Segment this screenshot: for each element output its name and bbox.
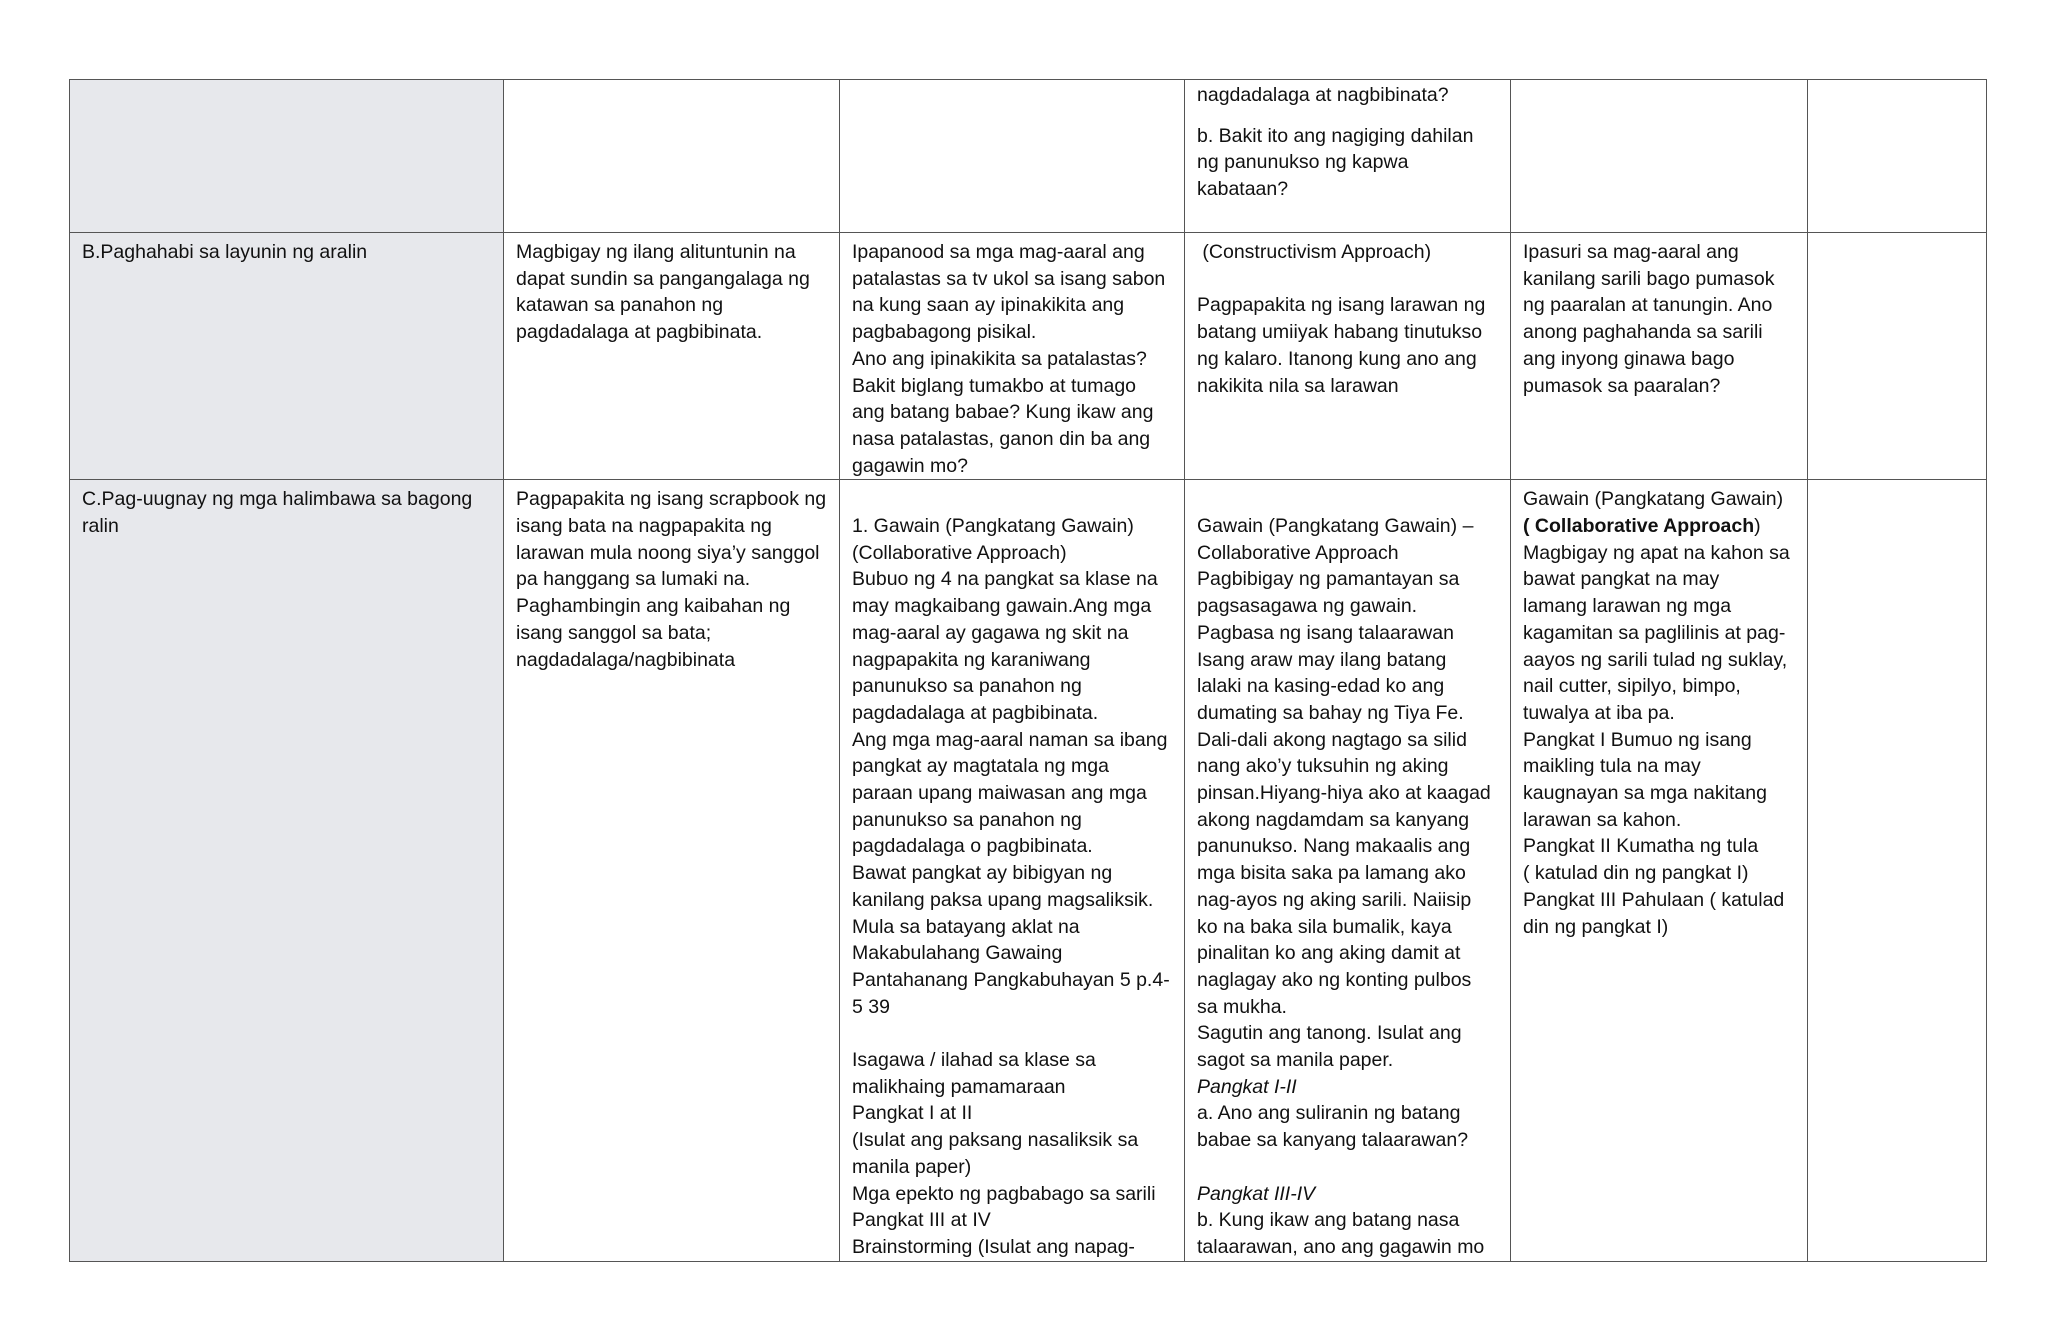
- text-line: pinsan.Hiyang-hiya ako at kaagad: [1197, 782, 1491, 805]
- table-cell: [1808, 480, 1987, 1261]
- text-line: nagdadalaga/nagbibinata: [516, 648, 736, 671]
- text-line: ng paaralan at tanungin. Ano: [1523, 294, 1773, 317]
- text-line: Sagutin ang tanong. Isulat ang: [1197, 1022, 1462, 1045]
- text-line: pangkat ay magtatala ng mga: [852, 755, 1109, 778]
- text-line: Pangkat III Pahulaan ( katulad: [1523, 888, 1785, 911]
- text-line: [1523, 513, 1795, 540]
- table-cell: [1185, 480, 1511, 1261]
- approach-close: ): [1754, 515, 1761, 538]
- text-line: nakikita nila sa larawan: [1197, 374, 1399, 397]
- text-line: paraan upang maiwasan ang mga: [852, 782, 1147, 805]
- text-line: pumasok sa paaralan?: [1523, 374, 1721, 397]
- text-line: Mula sa batayang aklat na: [852, 915, 1080, 938]
- table-row: [70, 80, 1987, 233]
- text-line: nagpapakita ng karaniwang: [852, 648, 1091, 671]
- text-line: nail cutter, sipilyo, bimpo,: [1523, 675, 1741, 698]
- text-line: ko na baka sila bumalik, kaya: [1197, 915, 1452, 938]
- approach-label: ( Collaborative Approach: [1523, 515, 1755, 538]
- text-line: Gawain (Pangkatang Gawain): [1523, 488, 1784, 511]
- text-line: aayos ng sarili tulad ng suklay,: [1523, 648, 1788, 671]
- text-line: nasa patalastas, ganon din ba ang: [852, 427, 1151, 450]
- text-line: mag-aaral ay gagawa ng skit na: [852, 621, 1129, 644]
- text-line: Pangkat II Kumatha ng tula: [1523, 835, 1759, 858]
- table-cell: [504, 480, 840, 1261]
- row-label: ralin: [82, 515, 119, 538]
- text-line: talaarawan, ano ang gagawin mo: [1197, 1235, 1485, 1258]
- text-line: katawan sa panahon ng: [516, 294, 724, 317]
- blank-line: [852, 486, 1172, 513]
- text-line: Collaborative Approach: [1197, 541, 1399, 564]
- text-line: kagamitan sa paglilinis at pag-: [1523, 621, 1786, 644]
- text-line: Ano ang ipinakikita sa patalastas?: [852, 347, 1147, 370]
- text-line: din ng pangkat I): [1523, 915, 1669, 938]
- text-line: Bakit biglang tumakbo at tumago: [852, 374, 1137, 397]
- table-cell: [1185, 233, 1511, 480]
- table-cell: [840, 233, 1185, 480]
- text-line: panunukso. Nang makaalis ang: [1197, 835, 1471, 858]
- text-line: ng panunukso ng kapwa: [1197, 151, 1409, 174]
- text-line: naglagay ako ng konting pulbos: [1197, 968, 1472, 991]
- text-line: bawat pangkat na may: [1523, 568, 1720, 591]
- text-line: Isagawa / ilahad sa klase sa: [852, 1049, 1096, 1072]
- text-line: Pagpapakita ng isang scrapbook ng: [516, 488, 827, 511]
- text-line: Pangkat I at II: [852, 1102, 973, 1125]
- text-line: Pagbasa ng isang talaarawan: [1197, 621, 1454, 644]
- row-label-cell: [70, 480, 504, 1261]
- table-cell: [1808, 80, 1987, 233]
- text-line: akong nagdamdam sa kanyang: [1197, 808, 1470, 831]
- text-line: Magbigay ng ilang alituntunin na: [516, 241, 796, 263]
- text-line: tuwalya at iba pa.: [1523, 701, 1675, 724]
- text-line: Bubuo ng 4 na pangkat sa klase na: [852, 568, 1158, 591]
- text-line: malikhaing pamamaraan: [852, 1075, 1066, 1098]
- text-line: Paghambingin ang kaibahan ng: [516, 595, 791, 618]
- text-line: pa hanggang sa lumaki na.: [516, 568, 751, 591]
- text-line: pagdadalaga o pagbibinata.: [852, 835, 1093, 858]
- row-label-cell: [70, 233, 504, 480]
- text-line: pagdadalaga at pagbibinata.: [516, 321, 763, 344]
- text-line: lalaki na kasing-edad ko ang: [1197, 675, 1445, 698]
- text-line: Isang araw may ilang batang: [1197, 648, 1447, 671]
- text-line: panunukso sa panahon ng: [852, 808, 1082, 831]
- text-line: sa mukha.: [1197, 995, 1287, 1018]
- row-label: B.Paghahabi sa layunin ng aralin: [82, 241, 368, 263]
- text-line: pagdadalaga at pagbibinata.: [852, 701, 1099, 724]
- table-cell: [504, 80, 840, 233]
- text-line: lamang larawan ng mga: [1523, 595, 1732, 618]
- text-line: nagdadalaga at nagbibinata?: [1197, 84, 1449, 106]
- text-line: Pangkat I Bumuo ng isang: [1523, 728, 1752, 751]
- text-line: 5 39: [852, 995, 890, 1018]
- text-line: pagbabagong pisikal.: [852, 321, 1037, 344]
- table-cell: [504, 233, 840, 480]
- text-line: larawan mula noong siya’y sanggol: [516, 541, 820, 564]
- text-line: (Isulat ang paksang nasaliksik sa: [852, 1129, 1139, 1152]
- text-line: babae sa kanyang talaarawan?: [1197, 1129, 1469, 1152]
- group-heading: Pangkat I-II: [1197, 1075, 1297, 1098]
- text-line: pagsasagawa ng gawain.: [1197, 595, 1418, 618]
- table-cell: [1511, 233, 1808, 480]
- row-label: C.Pag-uugnay ng mga halimbawa sa bagong: [82, 488, 473, 511]
- text-line: a. Ano ang suliranin ng batang: [1197, 1102, 1461, 1125]
- text-line: kabataan?: [1197, 178, 1289, 201]
- text-line: dapat sundin sa pangangalaga ng: [516, 267, 810, 290]
- text-line: b. Kung ikaw ang batang nasa: [1197, 1209, 1460, 1232]
- text-line: kanilang paksa upang magsaliksik.: [852, 888, 1154, 911]
- text-line: na kung saan ay ipinakikita ang: [852, 294, 1125, 317]
- text-line: Ipasuri sa mag-aaral ang: [1523, 241, 1739, 263]
- text-line: panunukso sa panahon ng: [852, 675, 1082, 698]
- table-cell: [840, 480, 1185, 1261]
- row-label-cell: [70, 80, 504, 233]
- text-line: b. Bakit ito ang nagiging dahilan: [1197, 124, 1474, 147]
- table-cell: [1808, 233, 1987, 480]
- text-line: Dali-dali akong nagtago sa silid: [1197, 728, 1467, 751]
- text-line: Gawain (Pangkatang Gawain) –: [1197, 515, 1474, 538]
- text-line: patalastas sa tv ukol sa isang sabon: [852, 267, 1166, 290]
- text-line: Bawat pangkat ay bibigyan ng: [852, 862, 1113, 885]
- lesson-plan-table: [69, 79, 1987, 1262]
- table-cell: [1185, 80, 1511, 233]
- text-line: Ang mga mag-aaral naman sa ibang: [852, 728, 1168, 751]
- text-line: larawan sa kahon.: [1523, 808, 1682, 831]
- text-line: Pangkat III at IV: [852, 1209, 991, 1232]
- text-line: isang sanggol sa bata;: [516, 621, 712, 644]
- text-line: Pagbibigay ng pamantayan sa: [1197, 568, 1460, 591]
- text-line: mga bisita saka pa lamang ako: [1197, 862, 1466, 885]
- text-line: Ipapanood sa mga mag-aaral ang: [852, 241, 1145, 263]
- group-heading: Pangkat III-IV: [1197, 1182, 1316, 1205]
- text-line: Brainstorming (Isulat ang napag-: [852, 1235, 1135, 1258]
- text-line: Makabulahang Gawaing: [852, 942, 1063, 965]
- text-line: ng kalaro. Itanong kung ano ang: [1197, 347, 1477, 370]
- text-line: dumating sa bahay ng Tiya Fe.: [1197, 701, 1464, 724]
- blank-line: [852, 1020, 1172, 1047]
- text-line: (Collaborative Approach): [852, 541, 1067, 564]
- text-line: Pagpapakita ng isang larawan ng: [1197, 294, 1486, 317]
- text-line: ang batang babae? Kung ikaw ang: [852, 401, 1154, 424]
- text-line: anong paghahanda sa sarili: [1523, 321, 1763, 344]
- text-line: ( katulad din ng pangkat I): [1523, 862, 1749, 885]
- text-line: kanilang sarili bago pumasok: [1523, 267, 1775, 290]
- table-cell: [1511, 80, 1808, 233]
- text-line: ang inyong ginawa bago: [1523, 347, 1735, 370]
- text-line: maikling tula na may: [1523, 755, 1701, 778]
- text-line: 1. Gawain (Pangkatang Gawain): [852, 515, 1134, 538]
- text-line: Pantahanang Pangkabuhayan 5 p.4-: [852, 968, 1170, 991]
- text-line: may magkaibang gawain.Ang mga: [852, 595, 1152, 618]
- text-line: manila paper): [852, 1155, 972, 1178]
- text-line: kaugnayan sa mga nakitang: [1523, 782, 1767, 805]
- text-line: batang umiiyak habang tinutukso: [1197, 321, 1483, 344]
- text-line: isang bata na nagpapakita ng: [516, 515, 772, 538]
- table-row: [70, 480, 1987, 1261]
- text-line: Magbigay ng apat na kahon sa: [1523, 541, 1790, 564]
- text-line: Mga epekto ng pagbabago sa sarili: [852, 1182, 1156, 1205]
- table-row: [70, 233, 1987, 480]
- text-line: pinalitan ko ang aking damit at: [1197, 942, 1461, 965]
- text-line: nang ako’y tuksuhin ng aking: [1197, 755, 1449, 778]
- table-cell: [1511, 480, 1808, 1261]
- text-line: sagot sa manila paper.: [1197, 1049, 1394, 1072]
- text-line: gagawin mo?: [852, 454, 968, 477]
- table-cell: [840, 80, 1185, 233]
- text-line: nag-ayos ng aking sarili. Naiisip: [1197, 888, 1472, 911]
- text-line: (Constructivism Approach): [1197, 241, 1432, 263]
